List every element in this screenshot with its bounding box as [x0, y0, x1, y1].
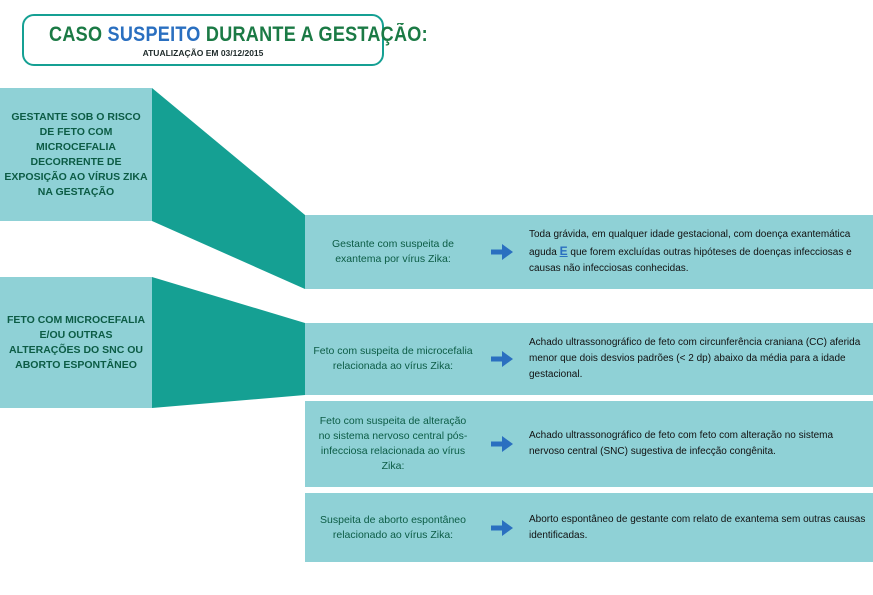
row-description	[529, 323, 867, 395]
group-box-gestante: GESTANTE SOB O RISCO DE FETO COM MICROCEFALIA DECORRENTE DE EXPOSIÇÃO AO VÍRUS ZIKA NA GESTAÇÃO	[0, 88, 152, 221]
desc-text: Achado ultrassonográfico de feto com feto com alteração no sistema nervoso central (SNC) sugestiva de infecção congênita.	[529, 430, 834, 457]
desc-text-continued: que forem excluídas outras hipóteses de doenças infecciosas e causas não infecciosas conhecidas.	[529, 247, 852, 274]
criteria-row-snc	[305, 401, 873, 487]
arrow-right-icon	[489, 433, 515, 455]
arrow-right-icon	[489, 241, 515, 263]
update-date: ATUALIZAÇÃO EM 03/12/2015	[142, 48, 264, 58]
criteria-row-microcefalia	[305, 323, 873, 395]
row-description	[529, 215, 867, 289]
row-description	[529, 401, 867, 487]
desc-text: Achado ultrassonográfico de feto com circunferência craniana (CC) aferida menor que dois desvios padrões (< 2 dp) abaixo da média para a idade gestacional.	[529, 337, 861, 380]
desc-text: Aborto espontâneo de gestante com relato de exantema sem outras causas identificadas.	[529, 513, 866, 541]
desc-text: Toda grávida, em qualquer idade gestacional, com doença exantemática aguda	[529, 229, 851, 258]
emphasis-e: E	[559, 244, 568, 258]
funnel-connector-1	[152, 88, 305, 289]
row-description	[529, 493, 867, 562]
group-box-feto: FETO COM MICROCEFALIA E/OU OUTRAS ALTERAÇÕES DO SNC OU ABORTO ESPONTÂNEO	[0, 277, 152, 408]
funnel-connector-2	[152, 277, 305, 408]
row-label: Gestante com suspeita de exantema por vírus Zika:	[332, 238, 454, 265]
row-label: Feto com suspeita de microcefalia relacionada ao vírus Zika:	[313, 345, 473, 372]
row-label: Feto com suspeita de alteração no sistema nervoso central pós-infecciosa relacionada ao vírus Zika:	[318, 415, 468, 472]
criteria-row-exantema	[305, 215, 873, 289]
row-label: Suspeita de aborto espontâneo relacionado ao vírus Zika:	[320, 513, 466, 541]
arrow-right-icon	[489, 517, 515, 539]
criteria-row-aborto	[305, 493, 873, 562]
title-part2: DURANTE A GESTAÇÃO:	[205, 23, 428, 46]
title-highlight: SUSPEITO	[107, 23, 201, 46]
title-part1: CASO	[49, 23, 103, 46]
arrow-right-icon	[489, 348, 515, 370]
